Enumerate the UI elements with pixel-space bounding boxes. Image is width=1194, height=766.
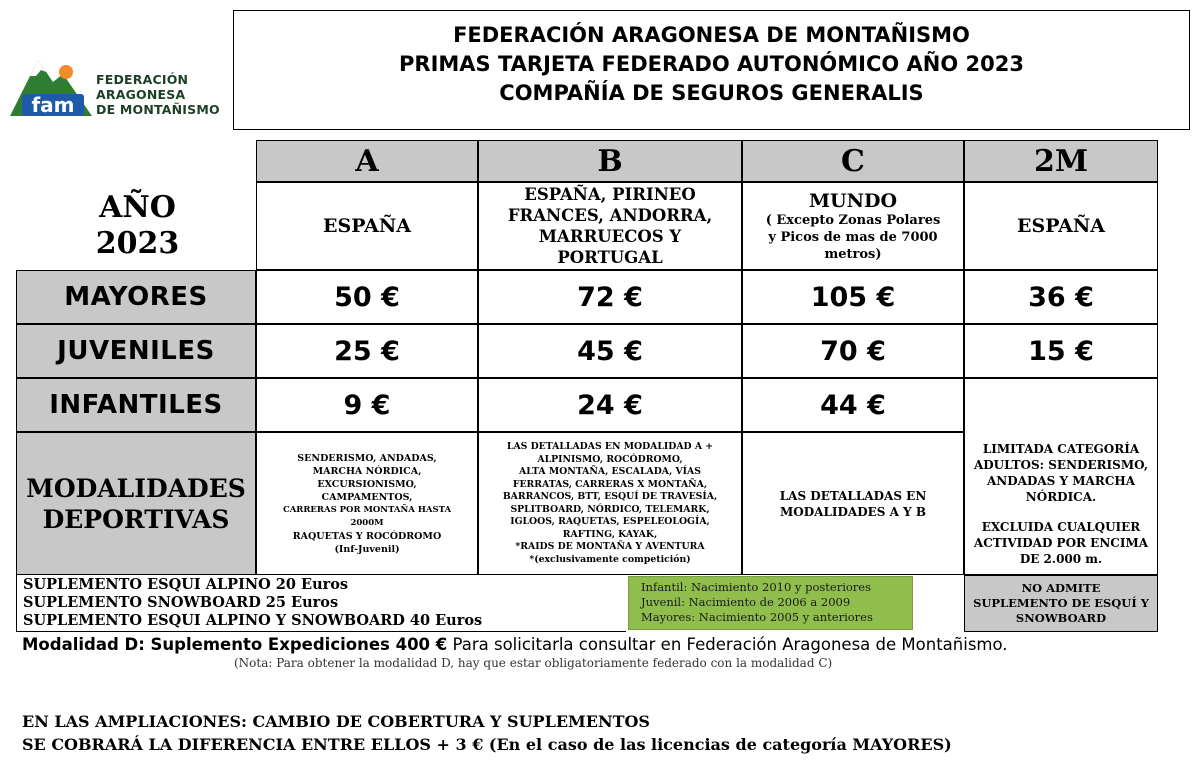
mod-b-line: *RAIDS DE MONTAÑA Y AVENTURA	[515, 541, 705, 552]
logo-line-3: DE MONTAÑISMO	[96, 102, 220, 117]
nota-text: (Nota: Para obtener la modalidad D, hay que estar obligatoriamente federado con la modalidad C)	[234, 656, 833, 670]
modalidades-b	[478, 432, 742, 575]
region-b-line: ESPAÑA, PIRINEO	[524, 185, 696, 204]
region-2m	[964, 182, 1158, 270]
price-infantiles-a: 9 €	[256, 378, 478, 432]
modalidad-d-bold: Modalidad D: Suplemento Expediciones 400 €	[22, 635, 448, 654]
row-label-modalidades	[16, 432, 256, 575]
modalidad-d-line	[22, 635, 1008, 654]
price-infantiles-c: 44 €	[742, 378, 964, 432]
mod-b-line: SPLITBOARD, NÓRDICO, TELEMARK,	[510, 503, 710, 515]
mod-a-line: 2000M	[350, 517, 384, 528]
mod-a-line: (Inf-Juvenil)	[334, 543, 400, 555]
region-c	[742, 182, 964, 270]
ampliaciones-line-2: SE COBRARÁ LA DIFERENCIA ENTRE ELLOS + 3 € (En el caso de las licencias de categoría MAYORES)	[22, 735, 952, 754]
region-b-line: MARRUECOS Y	[538, 227, 682, 246]
mod-2m-line: ANDADAS Y MARCHA	[986, 474, 1136, 488]
suplemento-line: SUPLEMENTO SNOWBOARD 25 Euros	[23, 594, 339, 611]
mod-2m-line: DE 2.000 m.	[1019, 552, 1103, 566]
mod-a-line: EXCURSIONISMO,	[317, 478, 417, 490]
region-b-line: PORTUGAL	[557, 248, 663, 267]
price-juveniles-a: 25 €	[256, 324, 478, 378]
mod-a-line: MARCHA NÓRDICA,	[312, 465, 422, 477]
region-2m-text: ESPAÑA	[1017, 215, 1105, 237]
modalidades-label-2: DEPORTIVAS	[42, 504, 230, 534]
header-title-3: COMPAÑÍA DE SEGUROS GENERALIS	[499, 81, 924, 105]
legend-line: Mayores: Nacimiento 2005 y anteriores	[641, 610, 873, 624]
row-label-mayores: MAYORES	[16, 270, 256, 324]
mod-b-line: ALTA MONTAÑA, ESCALADA, VÍAS	[519, 466, 701, 477]
region-b	[478, 182, 742, 270]
suplementos-box	[16, 575, 626, 632]
header-title-1: FEDERACIÓN ARAGONESA DE MONTAÑISMO	[453, 23, 970, 47]
modalidades-c	[742, 432, 964, 575]
modalidad-d-rest: Para solicitarla consultar en Federación Aragonesa de Montañismo.	[447, 635, 1008, 654]
row-label-infantiles: INFANTILES	[16, 378, 256, 432]
suplemento-line: SUPLEMENTO ESQUI ALPINO Y SNOWBOARD 40 Euros	[23, 612, 483, 629]
region-c-line: y Picos de mas de 7000	[768, 229, 938, 245]
region-c-line: ( Excepto Zonas Polares	[765, 212, 941, 228]
mod-2m-line: NÓRDICA.	[1025, 490, 1097, 504]
mod-b-line: *(exclusivamente competición)	[529, 553, 691, 565]
legend-line: Infantil: Nacimiento 2010 y posteriores	[641, 580, 871, 594]
price-mayores-b: 72 €	[478, 270, 742, 324]
col-header-a: A	[256, 140, 478, 182]
modalidades-2m	[964, 436, 1158, 572]
mod-b-line: BARRANCOS, BTT, ESQUÍ DE TRAVESÍA,	[502, 491, 718, 502]
region-c-title: MUNDO	[809, 189, 897, 212]
logo-line-1: FEDERACIÓN	[96, 72, 189, 87]
mod-2m-line: ADULTOS: SENDERISMO,	[973, 458, 1149, 472]
price-juveniles-b: 45 €	[478, 324, 742, 378]
region-a	[256, 182, 478, 270]
logo-abbr: fam	[31, 93, 75, 117]
mod-2m-line: ACTIVIDAD POR ENCIMA	[973, 536, 1149, 550]
legend-line: Juvenil: Nacimiento de 2006 a 2009	[641, 595, 851, 609]
price-mayores-2m: 36 €	[964, 270, 1158, 324]
fam-logo	[8, 50, 228, 125]
mod-b-line: IGLOOS, RAQUETAS, ESPELEOLOGÍA,	[510, 516, 710, 527]
mod-a-line: CARRERAS POR MONTAÑA HASTA	[282, 504, 452, 515]
mod-b-line: LAS DETALLADAS EN MODALIDAD A +	[506, 441, 714, 452]
region-a-text: ESPAÑA	[323, 215, 411, 237]
price-mayores-a: 50 €	[256, 270, 478, 324]
logo-line-2: ARAGONESA	[96, 87, 186, 102]
mod-a-line: CAMPAMENTOS,	[321, 491, 413, 503]
price-juveniles-2m: 15 €	[964, 324, 1158, 378]
no-admite-line: SNOWBOARD	[1015, 611, 1107, 625]
mod-c-line: MODALIDADES A Y B	[780, 504, 926, 519]
mod-a-line: SENDERISMO, ANDADAS,	[297, 452, 437, 464]
no-admite-box	[964, 575, 1158, 632]
mod-b-line: RAFTING, KAYAK,	[562, 528, 658, 540]
col-header-b: B	[478, 140, 742, 182]
modalidades-a	[256, 432, 478, 575]
age-legend	[628, 576, 913, 630]
header-title-2: PRIMAS TARJETA FEDERADO AUTONÓMICO AÑO 2023	[399, 52, 1024, 76]
mod-2m-line: EXCLUIDA CUALQUIER	[981, 520, 1141, 534]
price-mayores-c: 105 €	[742, 270, 964, 324]
no-admite-line: NO ADMITE	[1021, 581, 1101, 595]
document-header	[233, 10, 1190, 130]
modalidades-label-1: MODALIDADES	[26, 473, 246, 503]
price-juveniles-c: 70 €	[742, 324, 964, 378]
region-c-line: metros)	[824, 246, 882, 262]
suplemento-line: SUPLEMENTO ESQUI ALPINO 20 Euros	[23, 576, 349, 593]
col-header-2m: 2M	[964, 140, 1158, 182]
year-label	[60, 190, 215, 262]
region-b-line: FRANCES, ANDORRA,	[507, 206, 713, 225]
year-label-line-1: AÑO	[99, 190, 176, 225]
ampliaciones-line-1: EN LAS AMPLIACIONES: CAMBIO DE COBERTURA Y SUPLEMENTOS	[22, 712, 650, 731]
price-infantiles-b: 24 €	[478, 378, 742, 432]
no-admite-line: SUPLEMENTO DE ESQUÍ Y	[973, 596, 1149, 610]
col-header-c: C	[742, 140, 964, 182]
mod-c-line: LAS DETALLADAS EN	[779, 488, 927, 503]
mod-2m-line: LIMITADA CATEGORÍA	[982, 442, 1140, 456]
mod-b-line: FERRATAS, CARRERAS X MONTAÑA,	[512, 478, 708, 490]
year-label-line-2: 2023	[95, 226, 180, 261]
mountain-logo-icon	[8, 50, 94, 120]
mod-a-line: RAQUETAS Y ROCÓDROMO	[292, 530, 442, 542]
mod-b-line: ALPINISMO, ROCÓDROMO,	[537, 453, 683, 465]
row-label-juveniles: JUVENILES	[16, 324, 256, 378]
